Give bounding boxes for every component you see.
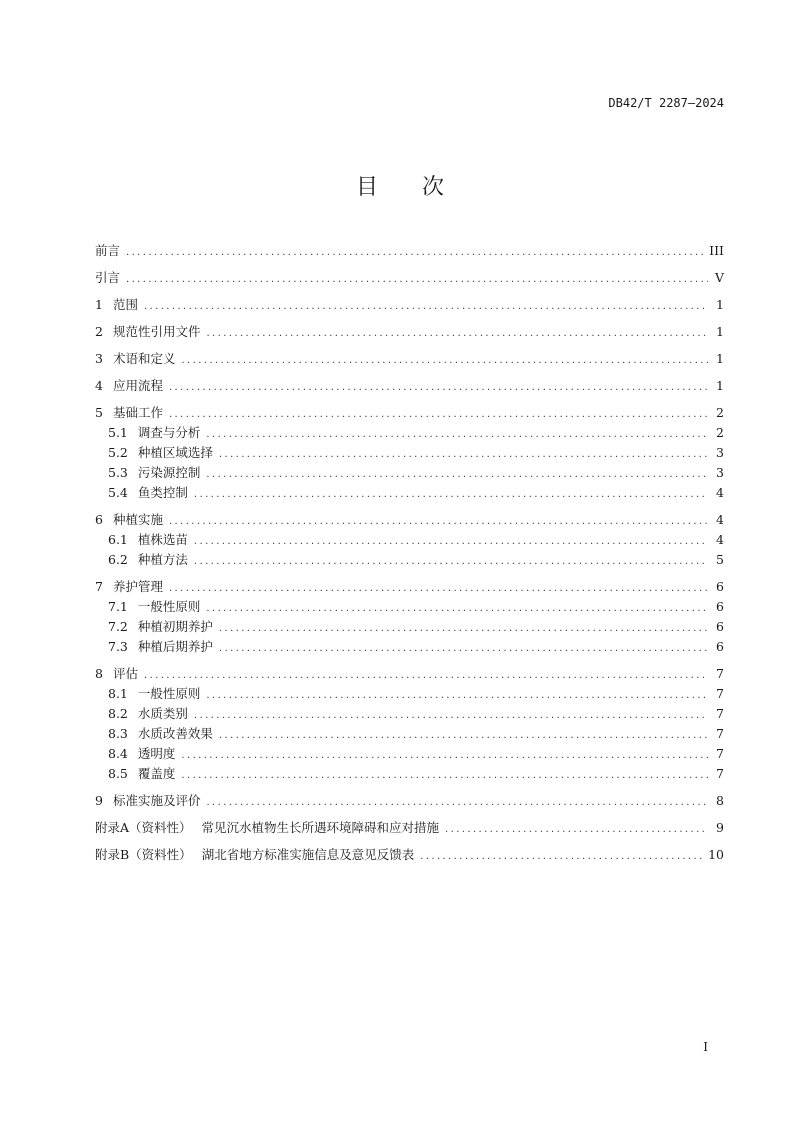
toc-entry-title: 应用流程 bbox=[112, 378, 163, 393]
toc-leader-dots bbox=[169, 405, 708, 425]
toc-entry-page: 6 bbox=[716, 579, 724, 594]
toc-entry-label bbox=[95, 845, 414, 865]
toc-entry-title: 规范性引用文件 bbox=[112, 324, 201, 339]
toc-entry-title: 养护管理 bbox=[112, 579, 163, 594]
toc-entry[interactable] bbox=[95, 684, 724, 704]
toc-entry-title: 引言 bbox=[95, 270, 121, 285]
toc-leader-dots bbox=[206, 324, 708, 344]
toc-leader-dots bbox=[206, 793, 708, 813]
toc-leader-dots bbox=[219, 639, 708, 659]
toc-entry-title: 种植后期养护 bbox=[137, 639, 213, 654]
toc-entry-number: 8.5 bbox=[108, 766, 128, 781]
toc-entry-label bbox=[95, 322, 200, 342]
toc-entry-page: 5 bbox=[716, 552, 724, 567]
toc-leader-dots bbox=[144, 297, 708, 317]
toc-entry[interactable] bbox=[95, 423, 724, 443]
toc-entry-page: 6 bbox=[716, 639, 724, 654]
toc-entry-label bbox=[95, 241, 120, 261]
toc-entry-page: 7 bbox=[716, 686, 724, 701]
toc-entry-number: 5.1 bbox=[108, 425, 128, 440]
toc-entry-number: 8.4 bbox=[108, 746, 128, 761]
toc-entry-title: 鱼类控制 bbox=[137, 485, 188, 500]
toc-entry-label bbox=[95, 295, 138, 315]
toc-entry-number: 9 bbox=[95, 793, 103, 808]
toc-title-char-2: 次 bbox=[422, 175, 445, 200]
toc-leader-dots bbox=[445, 820, 708, 840]
toc-entry-label bbox=[108, 617, 213, 637]
toc-entry[interactable] bbox=[95, 764, 724, 784]
toc-leader-dots bbox=[420, 847, 702, 867]
toc-entry-title: 覆盖度 bbox=[137, 766, 176, 781]
toc-leader-dots bbox=[194, 552, 708, 572]
toc-leader-dots bbox=[181, 746, 708, 766]
toc-entry-title: 植株选苗 bbox=[137, 532, 188, 547]
toc-entry-title: 污染源控制 bbox=[137, 465, 201, 480]
toc-entry-page: 6 bbox=[716, 619, 724, 634]
toc-entry-label bbox=[108, 550, 188, 570]
document-code: DB42/T 2287—2024 bbox=[608, 96, 724, 110]
toc-entry-title: 基础工作 bbox=[112, 405, 163, 420]
toc-leader-dots bbox=[181, 766, 708, 786]
toc-entry-page: 3 bbox=[716, 465, 724, 480]
toc-entry-page: 2 bbox=[716, 405, 724, 420]
toc-entry-label bbox=[95, 818, 439, 838]
toc-entry-label bbox=[95, 510, 163, 530]
toc-entry-title: 评估 bbox=[112, 666, 138, 681]
table-of-contents bbox=[95, 241, 724, 865]
toc-entry-page: 3 bbox=[716, 445, 724, 460]
toc-leader-dots bbox=[169, 579, 708, 599]
toc-entry-label bbox=[108, 483, 188, 503]
toc-entry-number: 7.1 bbox=[108, 599, 128, 614]
toc-title-char-1: 目 bbox=[355, 175, 378, 200]
toc-entry[interactable] bbox=[95, 443, 724, 463]
toc-leader-dots bbox=[169, 378, 708, 398]
toc-entry[interactable] bbox=[95, 295, 724, 315]
toc-entry-label bbox=[95, 403, 163, 423]
toc-entry[interactable] bbox=[95, 597, 724, 617]
toc-entry-title: 水质类别 bbox=[137, 706, 188, 721]
toc-entry-page: V bbox=[714, 270, 724, 285]
toc-entry-number: 4 bbox=[95, 378, 103, 393]
toc-entry-page: 8 bbox=[716, 793, 724, 808]
toc-entry[interactable] bbox=[95, 241, 724, 261]
toc-entry-label bbox=[95, 268, 120, 288]
toc-entry-number: 6 bbox=[95, 512, 103, 527]
toc-entry-title: 水质改善效果 bbox=[137, 726, 213, 741]
toc-entry-label bbox=[108, 704, 188, 724]
toc-entry-title: 标准实施及评价 bbox=[112, 793, 201, 808]
toc-entry[interactable] bbox=[95, 818, 724, 838]
toc-entry-number: 附录B（资料性） bbox=[95, 847, 192, 862]
toc-entry-page: 6 bbox=[716, 599, 724, 614]
toc-entry-page: 4 bbox=[716, 512, 724, 527]
toc-entry-title: 种植方法 bbox=[137, 552, 188, 567]
toc-entry[interactable] bbox=[95, 791, 724, 811]
toc-entry-title: 一般性原则 bbox=[137, 599, 201, 614]
toc-entry-page: 1 bbox=[716, 351, 724, 366]
toc-entry[interactable] bbox=[95, 664, 724, 684]
toc-entry-number: 1 bbox=[95, 297, 103, 312]
toc-entry-title: 术语和定义 bbox=[112, 351, 176, 366]
toc-entry-title: 前言 bbox=[95, 243, 121, 258]
toc-entry-number: 5.4 bbox=[108, 485, 128, 500]
toc-leader-dots bbox=[219, 619, 708, 639]
toc-leader-dots bbox=[219, 445, 708, 465]
toc-entry[interactable] bbox=[95, 845, 724, 865]
toc-entry-label bbox=[95, 791, 200, 811]
toc-leader-dots bbox=[126, 270, 708, 290]
toc-entry-page: 7 bbox=[716, 766, 724, 781]
toc-entry-page: 10 bbox=[708, 847, 724, 862]
toc-entry-number: 3 bbox=[95, 351, 103, 366]
toc-entry-page: 1 bbox=[716, 378, 724, 393]
toc-entry-number: 5 bbox=[95, 405, 103, 420]
toc-entry-page: 1 bbox=[716, 297, 724, 312]
toc-entry-page: 9 bbox=[716, 820, 724, 835]
toc-entry-title: 湖北省地方标准实施信息及意见反馈表 bbox=[201, 847, 415, 862]
toc-leader-dots bbox=[219, 726, 708, 746]
toc-leader-dots bbox=[194, 532, 708, 552]
footer-page-number: I bbox=[703, 1040, 708, 1054]
toc-entry-label bbox=[108, 764, 175, 784]
toc-entry-page: 1 bbox=[716, 324, 724, 339]
toc-entry-label bbox=[108, 443, 213, 463]
toc-entry-label bbox=[108, 744, 175, 764]
toc-entry-number: 7.3 bbox=[108, 639, 128, 654]
toc-entry-number: 5.3 bbox=[108, 465, 128, 480]
toc-entry-number: 7 bbox=[95, 579, 103, 594]
toc-entry-title: 种植区域选择 bbox=[137, 445, 213, 460]
toc-entry[interactable] bbox=[95, 376, 724, 396]
toc-entry-title: 调查与分析 bbox=[137, 425, 201, 440]
toc-entry-title: 种植实施 bbox=[112, 512, 163, 527]
toc-leader-dots bbox=[144, 666, 708, 686]
toc-entry[interactable] bbox=[95, 744, 724, 764]
toc-entry-label bbox=[95, 349, 175, 369]
toc-entry-page: 7 bbox=[716, 706, 724, 721]
toc-entry[interactable] bbox=[95, 704, 724, 724]
toc-entry-number: 5.2 bbox=[108, 445, 128, 460]
toc-entry-label bbox=[108, 463, 200, 483]
toc-entry-label bbox=[108, 423, 200, 443]
toc-leader-dots bbox=[206, 686, 708, 706]
toc-entry-number: 8.3 bbox=[108, 726, 128, 741]
toc-entry-label bbox=[108, 530, 188, 550]
toc-entry-page: III bbox=[709, 243, 724, 258]
toc-leader-dots bbox=[169, 512, 708, 532]
toc-entry-title: 种植初期养护 bbox=[137, 619, 213, 634]
toc-leader-dots bbox=[206, 599, 708, 619]
toc-entry-title: 范围 bbox=[112, 297, 138, 312]
toc-entry[interactable] bbox=[95, 403, 724, 423]
toc-entry-page: 7 bbox=[716, 746, 724, 761]
toc-leader-dots bbox=[206, 425, 708, 445]
toc-entry[interactable] bbox=[95, 510, 724, 530]
toc-entry-page: 7 bbox=[716, 666, 724, 681]
toc-entry-title: 透明度 bbox=[137, 746, 176, 761]
toc-leader-dots bbox=[194, 706, 708, 726]
toc-entry-label bbox=[95, 376, 163, 396]
toc-entry-number: 7.2 bbox=[108, 619, 128, 634]
toc-entry-label bbox=[108, 597, 200, 617]
toc-entry[interactable] bbox=[95, 617, 724, 637]
toc-leader-dots bbox=[126, 243, 703, 263]
toc-entry[interactable] bbox=[95, 530, 724, 550]
toc-entry[interactable] bbox=[95, 463, 724, 483]
toc-title bbox=[0, 170, 800, 201]
toc-entry-number: 6.2 bbox=[108, 552, 128, 567]
toc-entry-number: 6.1 bbox=[108, 532, 128, 547]
toc-entry-number: 2 bbox=[95, 324, 103, 339]
toc-leader-dots bbox=[181, 351, 708, 371]
toc-entry-page: 4 bbox=[716, 532, 724, 547]
toc-entry-number: 8.1 bbox=[108, 686, 128, 701]
toc-entry[interactable] bbox=[95, 349, 724, 369]
toc-entry-label bbox=[108, 637, 213, 657]
toc-entry-page: 2 bbox=[716, 425, 724, 440]
toc-entry-page: 7 bbox=[716, 726, 724, 741]
toc-entry-number: 附录A（资料性） bbox=[95, 820, 192, 835]
toc-entry-number: 8.2 bbox=[108, 706, 128, 721]
toc-leader-dots bbox=[206, 465, 708, 485]
toc-entry[interactable] bbox=[95, 577, 724, 597]
toc-entry-label bbox=[95, 577, 163, 597]
toc-entry-title: 常见沉水植物生长所遇环境障碍和应对措施 bbox=[201, 820, 440, 835]
toc-leader-dots bbox=[194, 485, 708, 505]
toc-entry[interactable] bbox=[95, 637, 724, 657]
toc-entry-number: 8 bbox=[95, 666, 103, 681]
toc-entry[interactable] bbox=[95, 322, 724, 342]
toc-entry-page: 4 bbox=[716, 485, 724, 500]
toc-entry[interactable] bbox=[95, 550, 724, 570]
toc-entry-label bbox=[95, 664, 138, 684]
toc-entry[interactable] bbox=[95, 724, 724, 744]
toc-entry-label bbox=[108, 724, 213, 744]
toc-entry[interactable] bbox=[95, 268, 724, 288]
toc-entry-title: 一般性原则 bbox=[137, 686, 201, 701]
toc-entry[interactable] bbox=[95, 483, 724, 503]
toc-entry-label bbox=[108, 684, 200, 704]
